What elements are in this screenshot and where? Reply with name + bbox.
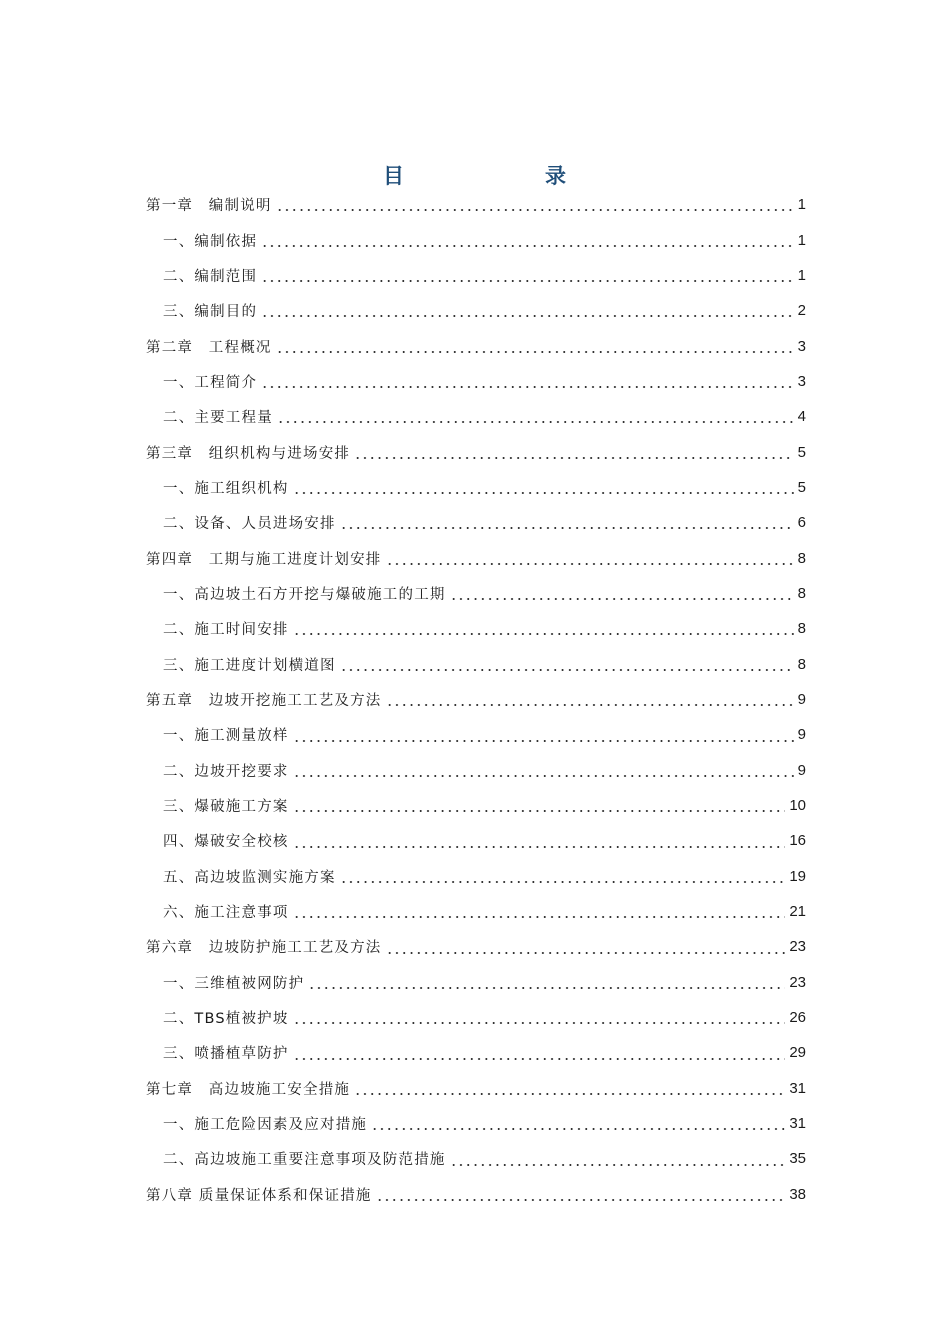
toc-entry-page: 3 [797, 337, 806, 355]
dot-leader [386, 704, 794, 706]
toc-chapter-entry[interactable] [146, 434, 806, 469]
dot-leader [293, 740, 794, 742]
toc-section-entry[interactable] [146, 859, 806, 894]
dot-leader [450, 598, 794, 600]
toc-section-entry[interactable] [146, 293, 806, 328]
toc-entry-label: 第六章 边坡防护施工工艺及方法 [146, 940, 382, 957]
toc-section-entry[interactable] [146, 222, 806, 257]
toc-section-entry[interactable] [146, 505, 806, 540]
toc-entry-label: 第五章 边坡开挖施工工艺及方法 [146, 692, 382, 709]
dot-leader [308, 987, 785, 989]
toc-entry-page: 29 [789, 1044, 806, 1062]
dot-leader [386, 952, 786, 954]
toc-entry-label: 二、边坡开挖要求 [163, 763, 289, 780]
dot-leader [261, 245, 793, 247]
toc-entry-page: 21 [789, 903, 806, 921]
dot-leader [277, 421, 794, 423]
table-of-contents [146, 187, 806, 1212]
toc-entry-label: 第一章 编制说明 [146, 198, 272, 215]
toc-entry-page: 3 [797, 372, 806, 390]
toc-entry-page: 1 [797, 231, 806, 249]
toc-entry-page: 8 [797, 620, 806, 638]
toc-entry-label: 第二章 工程概况 [146, 339, 272, 356]
dot-leader [386, 563, 794, 565]
toc-entry-label: 二、设备、人员进场安排 [163, 516, 336, 533]
toc-entry-page: 8 [797, 584, 806, 602]
dot-leader [340, 527, 794, 529]
toc-entry-label: 一、工程简介 [163, 374, 258, 391]
toc-entry-page: 1 [797, 266, 806, 284]
toc-chapter-entry[interactable] [146, 1177, 806, 1212]
dot-leader [450, 1164, 786, 1166]
toc-entry-label: 二、高边坡施工重要注意事项及防范措施 [163, 1152, 446, 1169]
toc-entry-label: 第八章 质量保证体系和保证措施 [146, 1187, 372, 1204]
dot-leader [293, 916, 786, 918]
toc-section-entry[interactable] [146, 470, 806, 505]
toc-section-entry[interactable] [146, 965, 806, 1000]
toc-title-left: 目 [383, 164, 405, 188]
toc-entry-page: 1 [797, 196, 806, 214]
toc-section-entry[interactable] [146, 894, 806, 929]
dot-leader [293, 810, 786, 812]
toc-entry-label: 三、编制目的 [163, 304, 258, 321]
toc-entry-label: 一、施工危险因素及应对措施 [163, 1117, 368, 1134]
toc-entry-label: 二、TBS植被护坡 [163, 1011, 289, 1028]
toc-chapter-entry[interactable] [146, 540, 806, 575]
dot-leader [261, 280, 793, 282]
dot-leader [354, 457, 794, 459]
toc-entry-label: 一、三维植被网防护 [163, 975, 305, 992]
toc-section-entry[interactable] [146, 258, 806, 293]
toc-entry-page: 5 [797, 478, 806, 496]
toc-entry-page: 10 [789, 797, 806, 815]
toc-entry-label: 二、主要工程量 [163, 410, 273, 427]
toc-chapter-entry[interactable] [146, 187, 806, 222]
dot-leader [293, 775, 794, 777]
toc-section-entry[interactable] [146, 646, 806, 681]
toc-entry-label: 一、施工组织机构 [163, 480, 289, 497]
toc-entry-page: 19 [789, 867, 806, 885]
toc-section-entry[interactable] [146, 1035, 806, 1070]
toc-entry-page: 8 [797, 655, 806, 673]
dot-leader [371, 1128, 785, 1130]
dot-leader [293, 1022, 786, 1024]
toc-entry-page: 16 [789, 832, 806, 850]
toc-section-entry[interactable] [146, 399, 806, 434]
toc-section-entry[interactable] [146, 576, 806, 611]
dot-leader [354, 1093, 785, 1095]
toc-chapter-entry[interactable] [146, 328, 806, 363]
toc-entry-page: 31 [789, 1115, 806, 1133]
toc-entry-label: 第四章 工期与施工进度计划安排 [146, 551, 382, 568]
toc-entry-page: 2 [797, 302, 806, 320]
toc-entry-page: 5 [797, 443, 806, 461]
dot-leader [261, 315, 793, 317]
toc-entry-label: 四、爆破安全校核 [163, 834, 289, 851]
toc-entry-label: 第三章 组织机构与进场安排 [146, 445, 351, 462]
toc-entry-page: 26 [789, 1009, 806, 1027]
toc-entry-label: 一、施工测量放样 [163, 728, 289, 745]
toc-entry-label: 六、施工注意事项 [163, 905, 289, 922]
toc-title-right: 录 [545, 164, 567, 188]
toc-chapter-entry[interactable] [146, 929, 806, 964]
toc-entry-label: 第七章 高边坡施工安全措施 [146, 1081, 351, 1098]
dot-leader [276, 209, 794, 211]
toc-title [0, 160, 950, 190]
dot-leader [276, 351, 794, 353]
toc-entry-label: 三、爆破施工方案 [163, 799, 289, 816]
toc-chapter-entry[interactable] [146, 1071, 806, 1106]
toc-entry-page: 9 [797, 690, 806, 708]
dot-leader [261, 386, 793, 388]
toc-section-entry[interactable] [146, 717, 806, 752]
toc-entry-page: 9 [797, 726, 806, 744]
toc-section-entry[interactable] [146, 788, 806, 823]
dot-leader [293, 633, 794, 635]
toc-entry-label: 二、施工时间安排 [163, 622, 289, 639]
toc-entry-label: 二、编制范围 [163, 268, 258, 285]
toc-entry-page: 6 [797, 514, 806, 532]
toc-entry-page: 38 [789, 1185, 806, 1203]
toc-entry-label: 五、高边坡监测实施方案 [163, 869, 336, 886]
toc-entry-page: 35 [789, 1150, 806, 1168]
toc-entry-label: 一、编制依据 [163, 233, 258, 250]
toc-section-entry[interactable] [146, 1141, 806, 1176]
toc-section-entry[interactable] [146, 753, 806, 788]
toc-entry-page: 31 [789, 1079, 806, 1097]
toc-entry-label: 三、施工进度计划横道图 [163, 657, 336, 674]
dot-leader [293, 846, 786, 848]
dot-leader [340, 881, 786, 883]
toc-section-entry[interactable] [146, 1000, 806, 1035]
toc-section-entry[interactable] [146, 1106, 806, 1141]
toc-section-entry[interactable] [146, 823, 806, 858]
toc-entry-page: 4 [797, 408, 806, 426]
dot-leader [293, 1058, 786, 1060]
dot-leader [340, 669, 794, 671]
toc-entry-page: 23 [789, 973, 806, 991]
dot-leader [293, 492, 794, 494]
dot-leader [376, 1199, 786, 1201]
toc-entry-page: 8 [797, 549, 806, 567]
toc-entry-page: 9 [797, 761, 806, 779]
toc-section-entry[interactable] [146, 364, 806, 399]
toc-entry-label: 一、高边坡土石方开挖与爆破施工的工期 [163, 586, 446, 603]
toc-section-entry[interactable] [146, 611, 806, 646]
toc-chapter-entry[interactable] [146, 682, 806, 717]
toc-entry-page: 23 [789, 938, 806, 956]
toc-entry-label: 三、喷播植草防护 [163, 1046, 289, 1063]
